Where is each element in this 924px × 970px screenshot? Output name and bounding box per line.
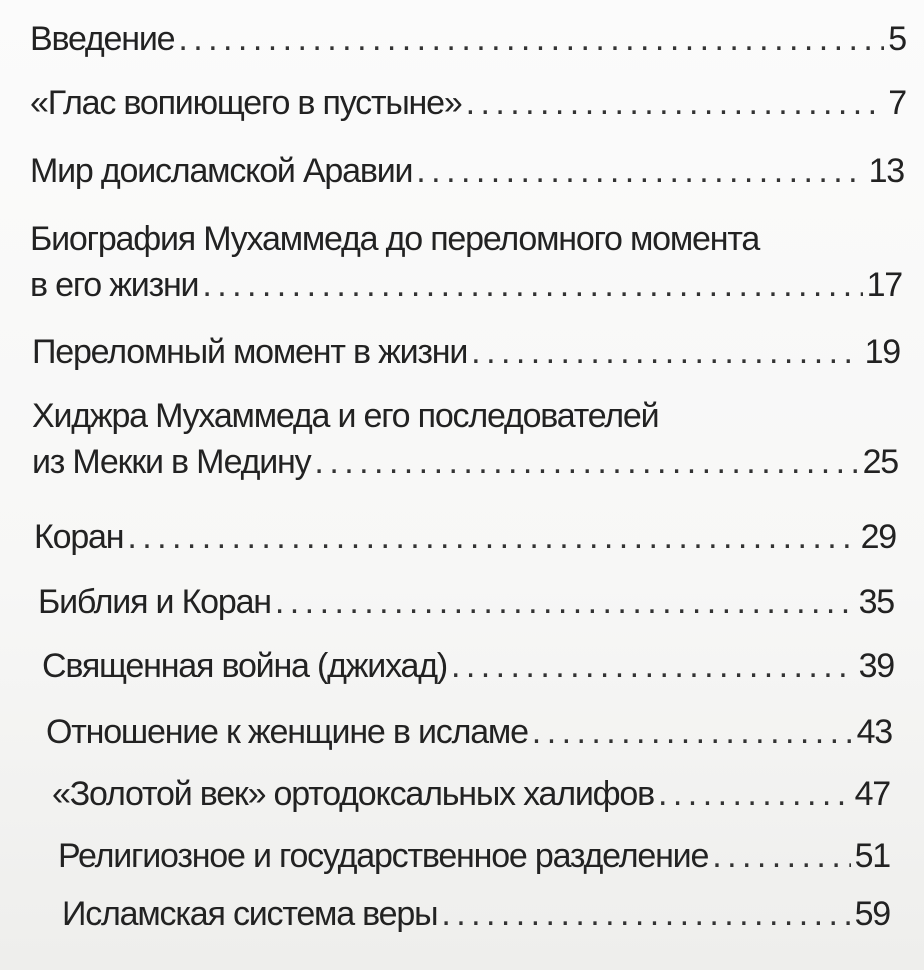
dot-leader xyxy=(471,333,860,372)
entry-page: 43 xyxy=(856,713,892,751)
toc-entry xyxy=(30,152,904,191)
toc-entry xyxy=(34,518,896,557)
entry-title: Коран xyxy=(34,518,124,556)
toc-entry xyxy=(58,837,890,876)
entry-title: Введение xyxy=(30,20,175,58)
toc-entry xyxy=(32,443,898,482)
toc-entry xyxy=(38,583,894,622)
toc-entry xyxy=(30,84,906,123)
entry-title: Священная война (джихад) xyxy=(42,647,447,685)
dot-leader xyxy=(466,84,885,123)
entry-title: из Мекки в Медину xyxy=(32,443,311,481)
dot-leader xyxy=(532,713,853,752)
toc-entry xyxy=(46,713,892,752)
entry-page: 17 xyxy=(866,266,902,304)
dot-leader xyxy=(712,837,850,876)
entry-title-line1: Биография Мухаммеда до переломного момента xyxy=(30,220,760,258)
toc-entry xyxy=(62,895,890,934)
entry-page: 7 xyxy=(888,84,906,122)
entry-title: «Глас вопиющего в пустыне» xyxy=(30,84,462,122)
entry-page: 39 xyxy=(858,647,894,685)
entry-title: Отношение к женщине в исламе xyxy=(46,713,528,751)
entry-page: 59 xyxy=(854,895,890,933)
entry-page: 5 xyxy=(888,20,906,58)
entry-page: 29 xyxy=(860,518,896,556)
toc-entry xyxy=(42,647,894,686)
entry-page: 35 xyxy=(858,583,894,621)
entry-title: в его жизни xyxy=(30,266,199,304)
dot-leader xyxy=(275,583,855,622)
entry-title: Библия и Коран xyxy=(38,583,271,621)
toc-entry xyxy=(52,775,890,814)
dot-leader xyxy=(451,647,855,686)
dot-leader xyxy=(658,775,851,814)
entry-title: Религиозное и государственное разделение xyxy=(58,837,709,875)
toc-entry xyxy=(30,266,902,305)
dot-leader xyxy=(416,152,864,191)
dot-leader xyxy=(314,443,858,482)
dot-leader xyxy=(178,20,884,59)
entry-title: Мир доисламской Аравии xyxy=(30,152,413,190)
entry-page: 13 xyxy=(868,152,904,190)
dot-leader xyxy=(127,518,856,557)
entry-title: Переломный момент в жизни xyxy=(32,333,468,371)
toc-entry xyxy=(30,20,906,59)
entry-page: 47 xyxy=(854,775,890,813)
entry-title: «Золотой век» ортодоксальных халифов xyxy=(52,775,655,813)
entry-page: 51 xyxy=(854,837,890,875)
entry-page: 25 xyxy=(862,443,898,481)
entry-title-line1: Хиджра Мухаммеда и его последователей xyxy=(32,397,659,435)
dot-leader xyxy=(202,266,862,305)
toc-entry xyxy=(32,333,900,372)
dot-leader xyxy=(441,895,850,934)
entry-title: Исламская система веры xyxy=(62,895,438,933)
entry-page: 19 xyxy=(864,333,900,371)
